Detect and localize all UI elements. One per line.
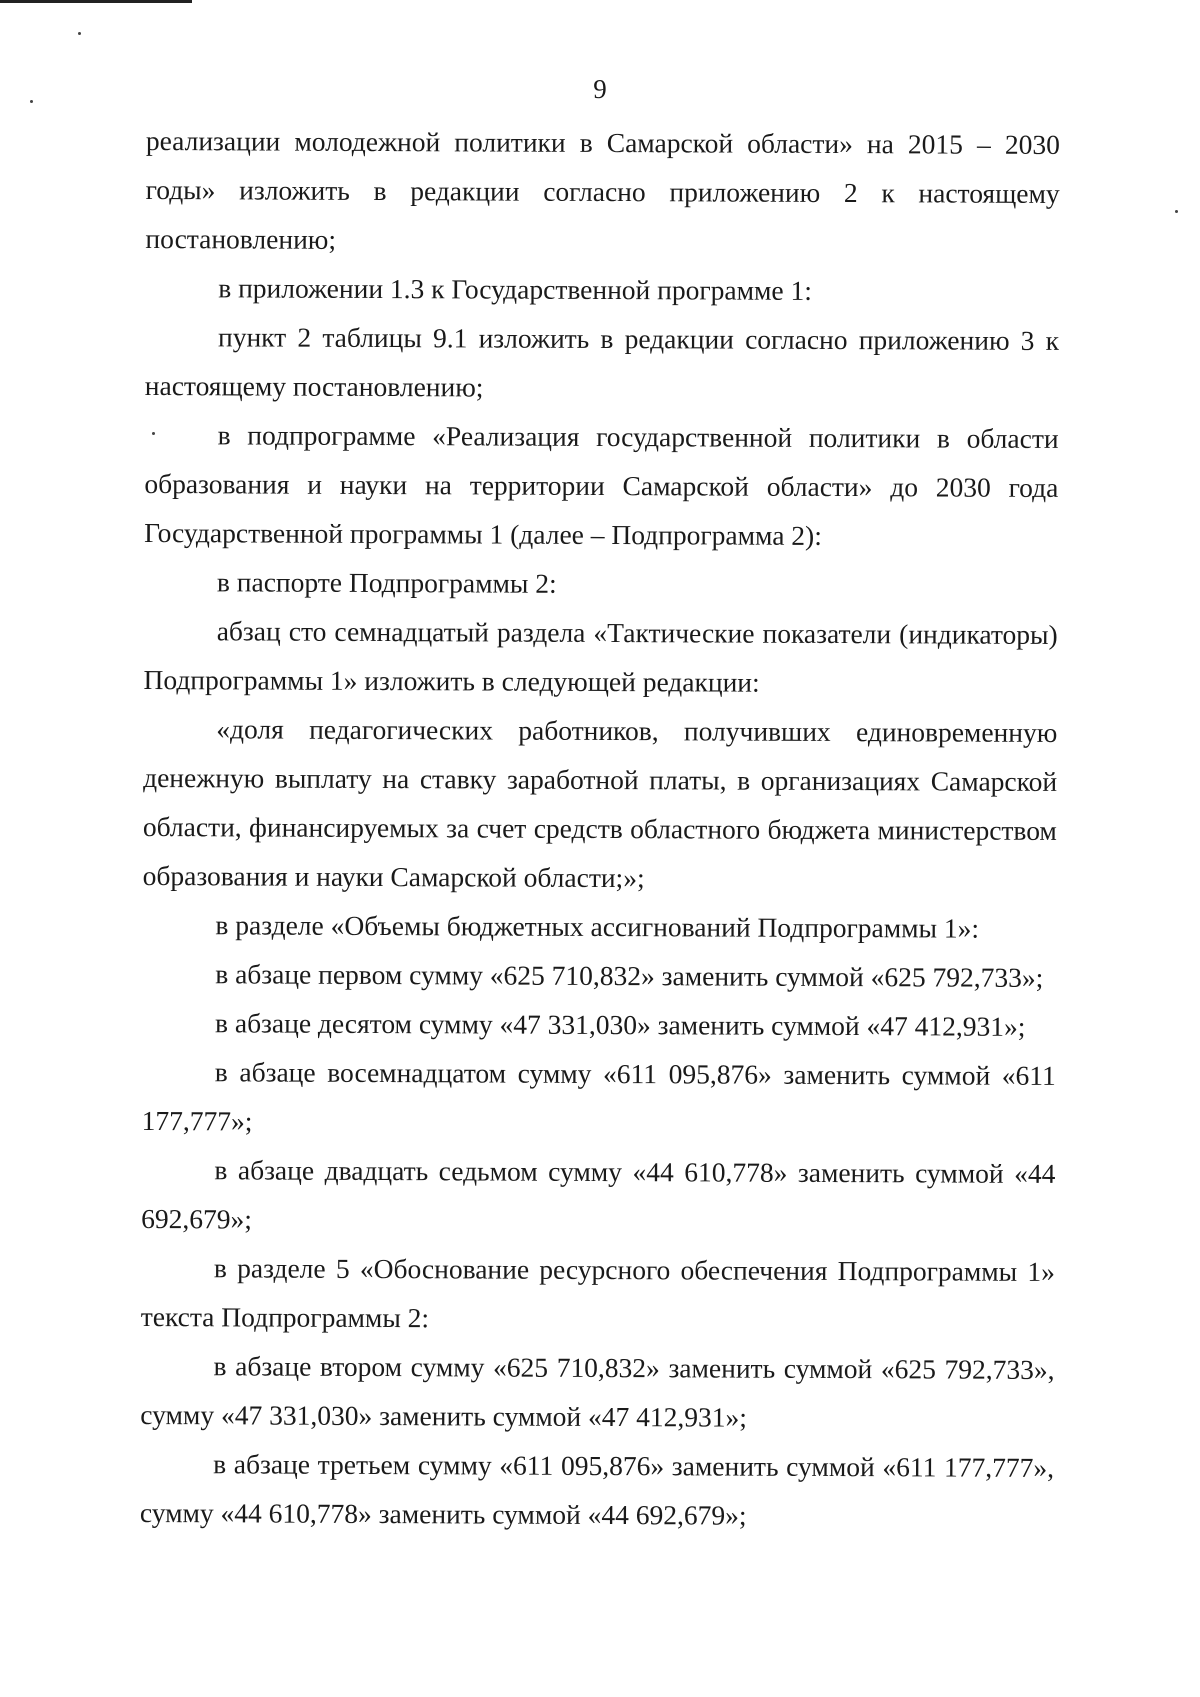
paragraph-quoted-definition: «доля педагогических работников, получивших единовременную денежную выплату на ставку заработной платы, в организациях Самарской области, финансируемых за счет средств областного бюджета министерством образования и науки Самарской области;»; [142, 713, 1058, 894]
scan-top-rule [0, 0, 192, 3]
paragraph-amendment-eighteenth: в абзаце восемнадцатом сумму «611 095,876» заменить суммой «611 177,777»; [141, 1056, 1056, 1137]
paragraph-amendment-second: в абзаце втором сумму «625 710,832» заменить суммой «625 792,733», сумму «47 331,030» заменить суммой «47 412,931»; [140, 1350, 1055, 1433]
paragraph-passport: в паспорте Подпрограммы 2: [216, 566, 557, 599]
paragraph-subprogram-2: в подпрограмме «Реализация государственной политики в области образования и науки на территории Самарской области» до 2030 года Государственной программы 1 (далее – Подпрограмма 2): [144, 419, 1059, 551]
paragraph-continuation: реализации молодежной политики в Самарской области» на 2015 – 2030 годы» изложить в редакции согласно приложению 2 к настоящему постановлению; [145, 124, 1060, 255]
document-body [140, 116, 1060, 1541]
paragraph-budget-section: в разделе «Объемы бюджетных ассигнований Подпрограммы 1»: [215, 909, 980, 944]
paragraph-amendment-tenth: в абзаце десятом сумму «47 331,030» заменить суммой «47 412,931»; [214, 1007, 1026, 1042]
page-number: 9 [593, 74, 607, 104]
paragraph-amendment-third: в абзаце третьем сумму «611 095,876» заменить суммой «611 177,777», сумму «44 610,778» заменить суммой «44 692,679»; [139, 1448, 1055, 1531]
paragraph-amendment-first: в абзаце первом сумму «625 710,832» заменить суммой «625 792,733»; [215, 958, 1044, 993]
paragraph-section-5: в разделе 5 «Обоснование ресурсного обеспечения Подпрограммы 1» текста Подпрограммы 2: [140, 1252, 1056, 1334]
scan-speck [1175, 210, 1178, 213]
paragraph-indicators: абзац сто семнадцатый раздела «Тактические показатели (индикаторы) Подпрограммы 1» изложить в следующей редакции: [143, 615, 1058, 698]
paragraph-appendix-1-3: в приложении 1.3 к Государственной программе 1: [218, 272, 812, 306]
paragraph-table-9-1: пункт 2 таблицы 9.1 изложить в редакции согласно приложению 3 к настоящему постановлению; [144, 321, 1060, 403]
paragraph-amendment-twenty-seventh: в абзаце двадцать седьмом сумму «44 610,778» заменить суммой «44 692,679»; [141, 1154, 1056, 1235]
scan-speck [78, 32, 81, 35]
